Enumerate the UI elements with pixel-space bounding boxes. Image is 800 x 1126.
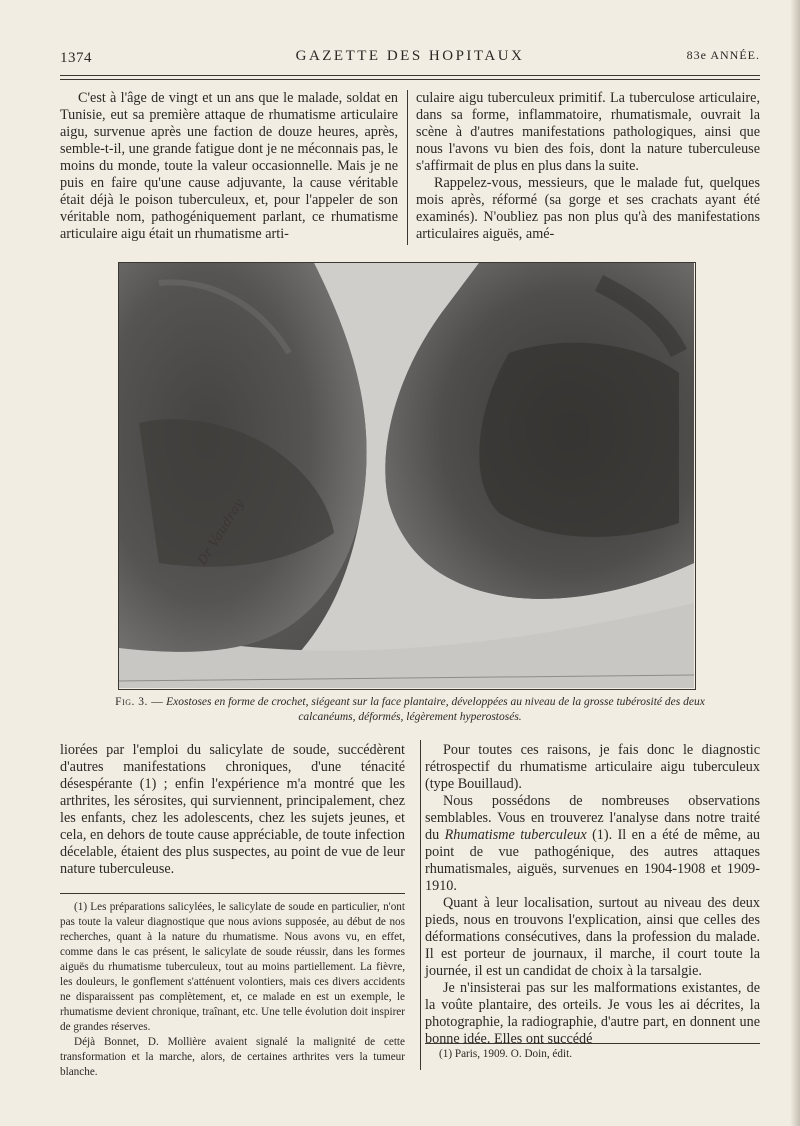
column-divider	[407, 90, 408, 245]
footnote-paragraph: Déjà Bonnet, D. Mollière avaient signalé la malignité de cette transformation et la marche, alors, de certaines arthrites vers la tumeur blanche.	[60, 1036, 405, 1078]
footnote-rule	[60, 893, 405, 894]
footnote-right	[425, 1047, 760, 1062]
paragraph: Rappelez-vous, messieurs, que le malade fut, quelques mois après, réformé (sa gorge et ses crachats ayant été examinés). N'oubliez pas non plus qu'à des manifestations articulaires aiguës, amé-	[416, 175, 760, 242]
footnote-rule	[425, 1043, 760, 1044]
paragraph: C'est à l'âge de vingt et un ans que le malade, soldat en Tunisie, eut sa première attaque de rhumatisme articulaire aigu, survenue après une faction de douze heures, après, semble-t-il, une grande fatigue dont je ne méconnais pas, le moins du monde, toute la valeur occasionnelle. Mais je ne puis en faire qu'une cause adjuvante, la cause véritable était déjà le poison tuberculeux, et, pour l'appeler de son véritable nom, pathogéniquement parlant, ce rhumatisme articulaire aigu était un rhumatisme arti-	[60, 90, 398, 242]
radiographer-signature: Dr Vaudray	[195, 496, 248, 568]
book-title: Rhumatisme tuberculeux	[444, 827, 587, 843]
radiograph-figure	[118, 262, 696, 690]
text-run: (1). Il en a été de même, au point de vue pathogénique, des autres attaques rhumatismales, aiguës, survenues en 1904-1908 et 1909-1910.	[425, 827, 761, 894]
paragraph: Quant à leur localisation, surtout au niveau des deux pieds, nous en trouvons l'explication, ainsi que celles des déformations consécutives, dans la profession du malade. Il est porteur de journaux, il marche, il court toute la journée, il est un candidat de choix à la tarsalgie.	[425, 895, 760, 979]
paragraph	[425, 793, 760, 895]
bottom-left-column	[60, 742, 405, 878]
paragraph: culaire aigu tuberculeux primitif. La tuberculose articulaire, dans sa forme, inflammatoire, rhumatismale, ouvrait la scène à d'autres manifestations pathologiques, ainsi que nous l'avons vu bien des fois, dont la nature tuberculeuse s'affirmait de plus en plus dans la suite.	[416, 90, 760, 174]
radiograph-image	[119, 263, 694, 688]
header-rule-thin	[60, 79, 760, 80]
footnote-paragraph: (1) Paris, 1909. O. Doin, édit.	[439, 1048, 572, 1060]
figure-caption	[110, 695, 710, 725]
page-edge-shadow	[790, 0, 800, 1126]
caption-text: Exostoses en forme de crochet, siégeant sur la face plantaire, développées au niveau de la grosse tubérosité des deux calcanéums, déformés, légèrement hyperostosés.	[166, 696, 705, 723]
header-rule	[60, 75, 760, 76]
footnote-left	[60, 900, 405, 1080]
figure-label: Fig. 3. —	[115, 696, 164, 708]
column-divider	[420, 740, 421, 1070]
paragraph: Pour toutes ces raisons, je fais donc le diagnostic rétrospectif du rhumatisme articulaire aigu tuberculeux (type Bouillaud).	[425, 742, 760, 792]
right-calcaneum-core	[479, 343, 679, 537]
paragraph: liorées par l'emploi du salicylate de soude, succédèrent d'autres manifestations chroniques, d'une ténacité désespérante (1) ; enfin l'expérience m'a montré que les arthrites, les sérosites, qui surviennent, principalement, chez les enfants, chez les adolescents, chez les sujets jeunes, et cela, en dehors de toute cause appréciable, de toute infection décelable, étaient des plus suspectes, au point de vue de leur nature tuberculeuse.	[60, 742, 405, 877]
top-left-column	[60, 90, 398, 243]
footnote-paragraph: (1) Les préparations salicylées, le salicylate de soude en particulier, n'ont pas toute la valeur diagnostique que nous avions supposée, au début de nos recherches, quant à la nature du rhumatisme. Nous avons vu, en effet, comme dans le cas présent, le salicylate de soude réussir, dans les formes aiguës du rhumatisme tuberculeux, tout au moins partiellement. La fièvre, les douleurs, le gonflement s'atténuent volontiers, mais ces divers accidents ne disparaissent pas complètement, et, ce malade en est un exemple, le rhumatisme devient chronique, traînant, etc. Une telle évolution doit inspirer de grandes réserves.	[60, 901, 405, 1033]
paragraph: Je n'insisterai pas sur les malformations existantes, de la voûte plantaire, des orteils. Je vous les ai décrites, la photographie, la radiographie, d'autre part, en donnent une bonne idée. Elles ont succédé	[425, 980, 760, 1047]
running-header	[60, 48, 760, 68]
bottom-right-column	[425, 742, 760, 1048]
volume-year: 83e ANNÉE.	[686, 48, 760, 62]
journal-title: GAZETTE DES HOPITAUX	[295, 48, 525, 64]
page-number: 1374	[60, 50, 92, 66]
text-run: Nous possédons de nombreuses observations semblables. Vous en trouverez l'analyse dans notre traité du	[425, 793, 760, 843]
top-right-column	[416, 90, 760, 243]
